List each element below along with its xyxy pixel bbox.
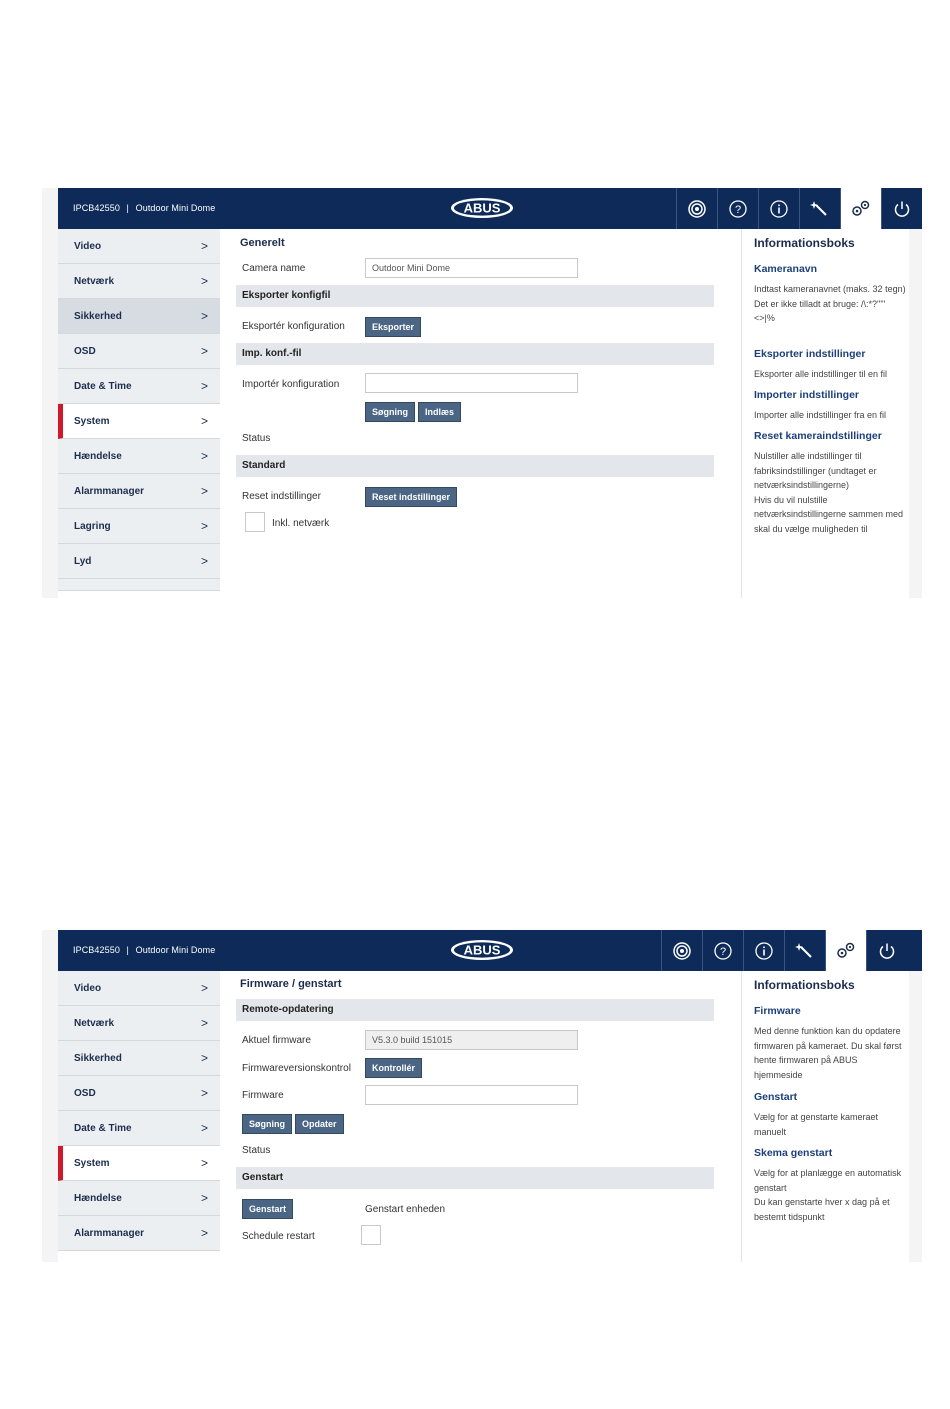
sidebar-item-label: Date & Time: [74, 1123, 132, 1134]
sidebar-item-storage[interactable]: [58, 509, 220, 544]
sidebar-item-network[interactable]: [58, 1006, 220, 1041]
logo-text: ABUS: [463, 942, 501, 958]
device-name: Outdoor Mini Dome: [135, 203, 216, 213]
sidebar-menu: [58, 971, 220, 1262]
info-text-firmware: Med denne funktion kan du opdatere firmwaren på kameraet. Du skal først hente firmwaren på ABUS hjemmeside: [754, 1026, 902, 1080]
search-button[interactable]: Søgning: [242, 1114, 292, 1134]
info-text-line: Du kan genstarte hver x dag på et bestemt tidspunkt: [754, 1197, 890, 1222]
import-config-label: Importér konfiguration: [242, 379, 340, 390]
sidebar-item-label: Hændelse: [74, 1193, 122, 1204]
svg-text:?: ?: [734, 203, 742, 216]
restart-section-header: Genstart: [236, 1167, 714, 1189]
page-title: Generelt: [240, 237, 285, 249]
sidebar-item-system[interactable]: [58, 404, 220, 439]
sidebar-item-osd[interactable]: [58, 1076, 220, 1111]
sidebar-item-network[interactable]: [58, 264, 220, 299]
current-firmware-label: Aktuel firmware: [242, 1035, 311, 1046]
info-text-restart: Vælg for at genstarte kameraet manuelt: [754, 1112, 879, 1137]
sidebar-item-video[interactable]: [58, 229, 220, 264]
sidebar-item-osd[interactable]: [58, 334, 220, 369]
info-heading-reset: Reset kameraindstillinger: [754, 430, 882, 442]
status-label: Status: [242, 1145, 271, 1156]
restart-description: Genstart enheden: [365, 1204, 446, 1215]
reset-settings-button[interactable]: Reset indstillinger: [365, 487, 457, 507]
info-text-line: Indtast kameranavnet (maks. 32 tegn): [754, 284, 906, 294]
title-separator: |: [126, 203, 129, 213]
chevron-right-icon: >: [200, 379, 208, 393]
chevron-right-icon: >: [200, 484, 208, 498]
chevron-right-icon: >: [200, 1156, 208, 1170]
svg-text:?: ?: [719, 945, 727, 958]
sidebar-menu: [58, 229, 220, 598]
sidebar-item-label: Video: [74, 241, 102, 252]
export-config-label: Eksportér konfiguration: [242, 321, 345, 332]
chevron-right-icon: >: [200, 554, 208, 568]
info-heading-firmware: Firmware: [754, 1005, 801, 1017]
sidebar-item-label: Netværk: [74, 1018, 115, 1029]
sidebar-item-label: System: [74, 1158, 110, 1169]
sidebar-item-alarm-manager[interactable]: [58, 474, 220, 509]
toolbar: [661, 930, 907, 971]
sidebar-item-label: OSD: [74, 1088, 96, 1099]
sidebar-item-label: Sikkerhed: [74, 1053, 122, 1064]
chevron-right-icon: >: [200, 344, 208, 358]
sidebar-item-date-time[interactable]: [58, 1111, 220, 1146]
include-network-checkbox[interactable]: [245, 512, 265, 532]
sidebar-item-label: Hændelse: [74, 451, 122, 462]
schedule-restart-label: Schedule restart: [242, 1231, 315, 1242]
main-panel: [220, 971, 741, 1262]
sidebar-item-label: Netværk: [74, 276, 115, 287]
info-icon[interactable]: [758, 188, 799, 229]
sidebar-item-events[interactable]: [58, 1181, 220, 1216]
sidebar-item-system[interactable]: [58, 1146, 220, 1181]
restart-button[interactable]: Genstart: [242, 1199, 293, 1219]
info-box: [741, 971, 909, 1262]
chevron-right-icon: >: [200, 239, 208, 253]
chevron-right-icon: >: [200, 274, 208, 288]
sidebar-item-audio[interactable]: [58, 544, 220, 579]
sidebar-item-label: Lagring: [74, 521, 111, 532]
chevron-right-icon: >: [200, 1051, 208, 1065]
sidebar-item-label: Alarmmanager: [74, 486, 145, 497]
logo-text: ABUS: [463, 200, 501, 216]
sidebar-item-video[interactable]: [58, 971, 220, 1006]
standard-section-header: Standard: [236, 455, 714, 477]
chevron-right-icon: >: [200, 414, 208, 428]
sidebar-item-label: OSD: [74, 346, 96, 357]
update-button[interactable]: Opdater: [295, 1114, 344, 1134]
sidebar-item-date-time[interactable]: [58, 369, 220, 404]
camera-name-input[interactable]: Outdoor Mini Dome: [365, 258, 578, 278]
info-heading-restart: Genstart: [754, 1091, 798, 1103]
import-file-input[interactable]: [365, 373, 578, 393]
status-label: Status: [242, 433, 271, 444]
info-box-title: Informationsboks: [754, 236, 855, 250]
info-text-schedule-restart: [754, 1166, 906, 1224]
info-text-line: Vælg for at planlægge en automatisk genstart: [754, 1168, 902, 1193]
chevron-right-icon: >: [200, 981, 208, 995]
top-bar: [58, 188, 922, 229]
info-heading-export: Eksporter indstillinger: [754, 348, 866, 360]
info-box: [741, 229, 909, 598]
chevron-right-icon: >: [200, 1226, 208, 1240]
schedule-restart-checkbox[interactable]: [361, 1225, 381, 1245]
device-title: [73, 188, 215, 229]
info-box-title: Informationsboks: [754, 978, 855, 992]
firmware-check-label: Firmwareversionskontrol: [242, 1063, 351, 1074]
live-view-icon[interactable]: [661, 930, 702, 971]
search-button[interactable]: Søgning: [365, 402, 415, 422]
chevron-right-icon: >: [200, 1191, 208, 1205]
chevron-right-icon: >: [200, 449, 208, 463]
sidebar-item-label: Video: [74, 983, 102, 994]
sidebar-item-label: Alarmmanager: [74, 1228, 145, 1239]
info-text-reset: [754, 449, 906, 536]
main-panel: [220, 229, 741, 598]
sidebar-item-alarm-manager[interactable]: [58, 1216, 220, 1251]
power-icon[interactable]: [881, 188, 922, 229]
remote-update-section-header: Remote-opdatering: [236, 999, 714, 1021]
settings-icon[interactable]: [825, 930, 866, 971]
wizard-icon[interactable]: [784, 930, 825, 971]
info-text-export: Eksporter alle indstillinger til en fil: [754, 369, 888, 379]
import-section-header: Imp. konf.-fil: [236, 343, 714, 365]
toolbar: [676, 188, 922, 229]
sidebar-item-security[interactable]: [58, 1041, 220, 1076]
sidebar-item-label: Lyd: [74, 556, 92, 567]
info-heading-camera-name: Kameranavn: [754, 263, 818, 275]
page-title: Firmware / genstart: [240, 978, 342, 990]
camera-name-label: Camera name: [242, 263, 306, 274]
firmware-file-input[interactable]: [365, 1085, 578, 1105]
wizard-icon[interactable]: [799, 188, 840, 229]
help-icon[interactable]: [717, 188, 758, 229]
sidebar-item-label: System: [74, 416, 110, 427]
info-text-line: Det er ikke tilladt at bruge: /\:*?'""<>|%: [754, 298, 886, 323]
chevron-right-icon: >: [200, 1016, 208, 1030]
load-button[interactable]: Indlæs: [418, 402, 461, 422]
live-view-icon[interactable]: [676, 188, 717, 229]
sidebar-item-events[interactable]: [58, 439, 220, 474]
info-text-import: Importer alle indstillinger fra en fil: [754, 410, 887, 420]
info-text-line: Nulstiller alle indstillinger til fabriksindstillinger (undtaget er netværksindstillingerne): [754, 451, 877, 490]
chevron-right-icon: >: [200, 519, 208, 533]
top-bar: [58, 930, 922, 971]
chevron-right-icon: >: [200, 309, 208, 323]
firmware-label: Firmware: [242, 1090, 284, 1101]
help-icon[interactable]: [702, 930, 743, 971]
power-icon[interactable]: [866, 930, 907, 971]
chevron-right-icon: >: [200, 1086, 208, 1100]
abus-logo: [450, 939, 514, 961]
reset-settings-label: Reset indstillinger: [242, 491, 321, 502]
sidebar-item-partial: [58, 579, 220, 591]
sidebar-item-security[interactable]: [58, 299, 220, 334]
info-text-camera-name: [754, 282, 906, 326]
screenshot-general: [42, 188, 922, 598]
screenshot-firmware: [42, 930, 922, 1262]
sidebar-item-label: Date & Time: [74, 381, 132, 392]
include-network-label: Inkl. netværk: [272, 518, 330, 529]
device-name: Outdoor Mini Dome: [135, 945, 216, 955]
title-separator: |: [126, 945, 129, 955]
current-firmware-field: V5.3.0 build 151015: [365, 1030, 578, 1050]
model-number: IPCB42550: [73, 203, 120, 213]
settings-icon[interactable]: [840, 188, 881, 229]
info-text-line: Hvis du vil nulstille netværksindstillingerne sammen med skal du vælge muligheden til: [754, 494, 904, 534]
info-icon[interactable]: [743, 930, 784, 971]
export-section-header: Eksporter konfigfil: [236, 285, 714, 307]
device-title: [73, 930, 215, 971]
chevron-right-icon: >: [200, 1121, 208, 1135]
info-heading-import: Importer indstillinger: [754, 389, 860, 401]
sidebar-item-label: Sikkerhed: [74, 311, 122, 322]
export-button[interactable]: Eksporter: [365, 317, 421, 337]
info-heading-schedule-restart: Skema genstart: [754, 1147, 833, 1159]
abus-logo: [450, 197, 514, 219]
model-number: IPCB42550: [73, 945, 120, 955]
check-firmware-button[interactable]: Kontrollér: [365, 1058, 422, 1078]
